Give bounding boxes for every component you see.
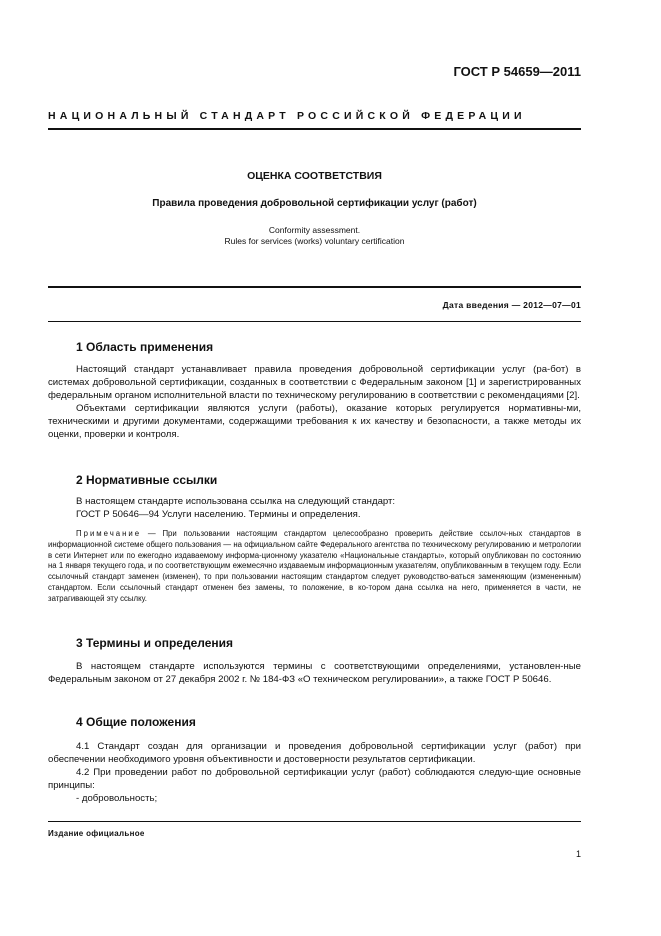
section-4-body: [48, 740, 581, 805]
section-4-list-item: - добровольность;: [76, 793, 158, 805]
official-edition-label: Издание официальное: [48, 829, 145, 838]
header-divider: [48, 128, 581, 130]
section-2-body: [48, 495, 581, 521]
english-title-line-2: Rules for services (works) voluntary certification: [224, 236, 405, 246]
section-3-heading: 3 Термины и определения: [76, 636, 234, 650]
section-4-paragraph-2: 4.2 При проведении работ по добровольной сертификации услуг (работ) соблюдаются следую-щие основные принципы:: [48, 767, 581, 792]
standard-code: ГОСТ Р 54659—2011: [453, 64, 581, 79]
section-1-paragraph-1: Настоящий стандарт устанавливает правила проведения добровольной сертификации услуг (ра-бот) в системах добровольной сертификации, созданных в соответствии с Федеральным законом [1] и зарегистрированных федеральным органом исполнительной власти по техническому регулированию в соответствии с рекомендациями [2].: [48, 364, 581, 402]
national-standard-banner: НАЦИОНАЛЬНЫЙ СТАНДАРТ РОССИЙСКОЙ ФЕДЕРАЦИИ: [48, 110, 526, 122]
section-1-paragraph-2: Объектами сертификации являются услуги (работы), оказание которых регулируется нормативны-ми, техническими и другими документами, содержащими требования к их качеству и безопасности, а также методы их оценки, проверки и контроля.: [48, 403, 581, 441]
section-4-heading: 4 Общие положения: [76, 715, 196, 729]
english-title-line-1: Conformity assessment.: [268, 225, 361, 235]
date-divider: [48, 321, 581, 322]
footer-divider: [48, 821, 581, 822]
english-title: [48, 225, 581, 247]
section-4-paragraph-1: 4.1 Стандарт создан для организации и проведения добровольной сертификации услуг (работ) при обеспечении необходимого уровня объективности и достоверности результатов сертификации.: [48, 741, 581, 766]
section-2-reference: ГОСТ Р 50646—94 Услуги населению. Термины и определения.: [76, 509, 361, 521]
section-1-heading: 1 Область применения: [76, 340, 214, 354]
section-3-body: [48, 660, 581, 686]
note-label: Примечание: [76, 529, 142, 538]
section-1-body: [48, 363, 581, 442]
section-2-heading: 2 Нормативные ссылки: [76, 473, 218, 487]
title-divider: [48, 286, 581, 288]
document-title: ОЦЕНКА СООТВЕТСТВИЯ: [247, 170, 382, 182]
note-text: — При пользовании настоящим стандартом целесообразно проверить действие ссылоч-ных стандартов в информационной системе общего пользования — на официальном сайте Федерального агентства по техническому регулированию и метрологии в сети Интернет или по ежегодно издаваемому информа-ционному указателю «Национальные стандарты», который опубликован по состоянию на 1 января текущего года, и по соответствующим ежемесячно издаваемым информационным указателям, опубликованным в текущем году. Если ссылочный стандарт заменен (изменен), то при пользовании настоящим стандартом следует руководство-ваться заменяющим (измененным) стандартом. Если ссылочный стандарт отменен без замены, то положение, в ко-тором дана ссылка на него, применяется в части, не затрагивающей эту ссылку.: [48, 529, 581, 603]
section-2-note: [48, 529, 581, 604]
introduction-date: Дата введения — 2012—07—01: [442, 300, 581, 310]
document-subtitle: Правила проведения добровольной сертификации услуг (работ): [152, 198, 477, 209]
section-2-paragraph-1: В настоящем стандарте использована ссылка на следующий стандарт:: [76, 496, 396, 507]
page-number: 1: [575, 849, 581, 859]
section-3-paragraph-1: В настоящем стандарте используются термины с соответствующими определениями, установлен-ные Федеральным законом от 27 декабря 2002 г. № 184-ФЗ «О техническом регулировании», а также ГОСТ Р 50646.: [48, 661, 581, 686]
